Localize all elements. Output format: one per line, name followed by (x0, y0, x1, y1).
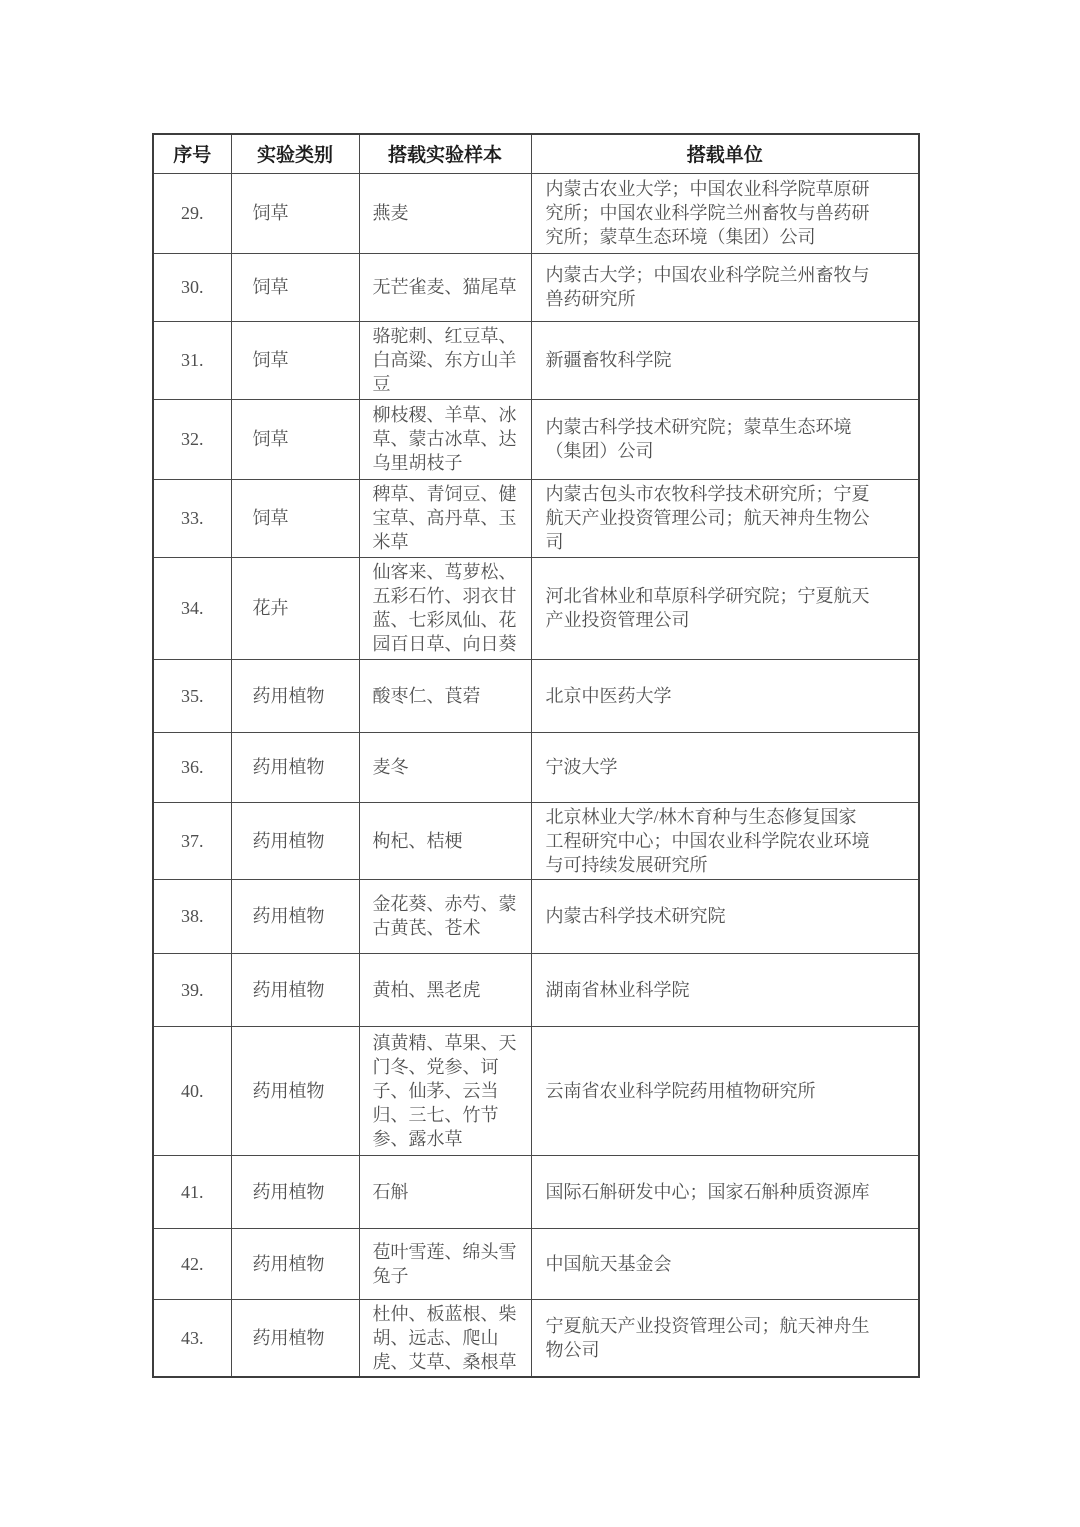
cell-payload-samples: 稗草、青饲豆、健宝草、高丹草、玉米草 (359, 479, 531, 557)
cell-payload-samples: 金花葵、赤芍、蒙古黄芪、苍术 (359, 879, 531, 953)
cell-experiment-category: 饲草 (231, 399, 359, 479)
cell-serial-number: 41. (153, 1155, 231, 1228)
table-row (153, 953, 919, 1026)
cell-experiment-category: 饲草 (231, 479, 359, 557)
table-row (153, 321, 919, 399)
cell-experiment-category: 药用植物 (231, 659, 359, 732)
column-header-experiment-category: 实验类别 (231, 134, 359, 173)
table-row (153, 399, 919, 479)
cell-payload-samples: 骆驼刺、红豆草、白高粱、东方山羊豆 (359, 321, 531, 399)
cell-payload-samples: 柳枝稷、羊草、冰草、蒙古冰草、达乌里胡枝子 (359, 399, 531, 479)
cell-payload-samples: 枸杞、桔梗 (359, 802, 531, 879)
cell-serial-number: 38. (153, 879, 231, 953)
cell-experiment-category: 饲草 (231, 253, 359, 321)
cell-payload-units: 内蒙古农业大学；中国农业科学院草原研究所；中国农业科学院兰州畜牧与兽药研究所；蒙草生态环境（集团）公司 (531, 173, 919, 253)
cell-serial-number: 43. (153, 1299, 231, 1377)
cell-payload-units: 宁夏航天产业投资管理公司；航天神舟生物公司 (531, 1299, 919, 1377)
cell-payload-units: 云南省农业科学院药用植物研究所 (531, 1026, 919, 1155)
cell-experiment-category: 药用植物 (231, 802, 359, 879)
cell-serial-number: 31. (153, 321, 231, 399)
cell-experiment-category: 药用植物 (231, 1026, 359, 1155)
cell-payload-samples: 无芒雀麦、猫尾草 (359, 253, 531, 321)
cell-experiment-category: 药用植物 (231, 1155, 359, 1228)
cell-payload-samples: 滇黄精、草果、天门冬、党参、诃子、仙茅、云当归、三七、竹节参、露水草 (359, 1026, 531, 1155)
cell-payload-samples: 石斛 (359, 1155, 531, 1228)
cell-payload-samples: 燕麦 (359, 173, 531, 253)
table-header-row (153, 134, 919, 173)
payload-experiment-table (152, 133, 920, 1378)
cell-serial-number: 29. (153, 173, 231, 253)
table-row (153, 557, 919, 659)
column-header-payload-units: 搭载单位 (531, 134, 919, 173)
table-row (153, 732, 919, 802)
cell-serial-number: 42. (153, 1228, 231, 1299)
table-row (153, 1026, 919, 1155)
cell-serial-number: 39. (153, 953, 231, 1026)
cell-serial-number: 40. (153, 1026, 231, 1155)
table-body (153, 173, 919, 1377)
cell-experiment-category: 药用植物 (231, 1299, 359, 1377)
cell-payload-units: 北京林业大学/林木育种与生态修复国家工程研究中心；中国农业科学院农业环境与可持续发展研究所 (531, 802, 919, 879)
table-row (153, 479, 919, 557)
cell-payload-samples: 杜仲、板蓝根、柴胡、远志、爬山虎、艾草、桑根草 (359, 1299, 531, 1377)
cell-serial-number: 32. (153, 399, 231, 479)
column-header-serial-number: 序号 (153, 134, 231, 173)
cell-serial-number: 36. (153, 732, 231, 802)
cell-payload-samples: 黄柏、黑老虎 (359, 953, 531, 1026)
cell-serial-number: 30. (153, 253, 231, 321)
table-row (153, 1299, 919, 1377)
table-row (153, 173, 919, 253)
cell-payload-units: 新疆畜牧科学院 (531, 321, 919, 399)
column-header-payload-samples: 搭载实验样本 (359, 134, 531, 173)
cell-experiment-category: 药用植物 (231, 879, 359, 953)
cell-payload-units: 内蒙古包头市农牧科学技术研究所；宁夏航天产业投资管理公司；航天神舟生物公司 (531, 479, 919, 557)
cell-experiment-category: 饲草 (231, 173, 359, 253)
cell-experiment-category: 花卉 (231, 557, 359, 659)
table-header (153, 134, 919, 173)
table-row (153, 1228, 919, 1299)
cell-payload-samples: 酸枣仁、莨菪 (359, 659, 531, 732)
cell-experiment-category: 药用植物 (231, 1228, 359, 1299)
cell-payload-units: 河北省林业和草原科学研究院；宁夏航天产业投资管理公司 (531, 557, 919, 659)
cell-experiment-category: 药用植物 (231, 953, 359, 1026)
cell-serial-number: 34. (153, 557, 231, 659)
cell-serial-number: 37. (153, 802, 231, 879)
table-row (153, 1155, 919, 1228)
cell-payload-units: 国际石斛研发中心；国家石斛种质资源库 (531, 1155, 919, 1228)
cell-payload-samples: 仙客来、茑萝松、五彩石竹、羽衣甘蓝、七彩凤仙、花园百日草、向日葵 (359, 557, 531, 659)
cell-payload-units: 宁波大学 (531, 732, 919, 802)
cell-payload-units: 内蒙古大学；中国农业科学院兰州畜牧与兽药研究所 (531, 253, 919, 321)
table-row (153, 659, 919, 732)
table-row (153, 253, 919, 321)
cell-serial-number: 33. (153, 479, 231, 557)
table-row (153, 879, 919, 953)
cell-payload-units: 内蒙古科学技术研究院；蒙草生态环境（集团）公司 (531, 399, 919, 479)
cell-payload-samples: 苞叶雪莲、绵头雪兔子 (359, 1228, 531, 1299)
cell-payload-samples: 麦冬 (359, 732, 531, 802)
cell-experiment-category: 药用植物 (231, 732, 359, 802)
cell-payload-units: 湖南省林业科学院 (531, 953, 919, 1026)
cell-serial-number: 35. (153, 659, 231, 732)
cell-experiment-category: 饲草 (231, 321, 359, 399)
cell-payload-units: 中国航天基金会 (531, 1228, 919, 1299)
table-row (153, 802, 919, 879)
cell-payload-units: 内蒙古科学技术研究院 (531, 879, 919, 953)
cell-payload-units: 北京中医药大学 (531, 659, 919, 732)
